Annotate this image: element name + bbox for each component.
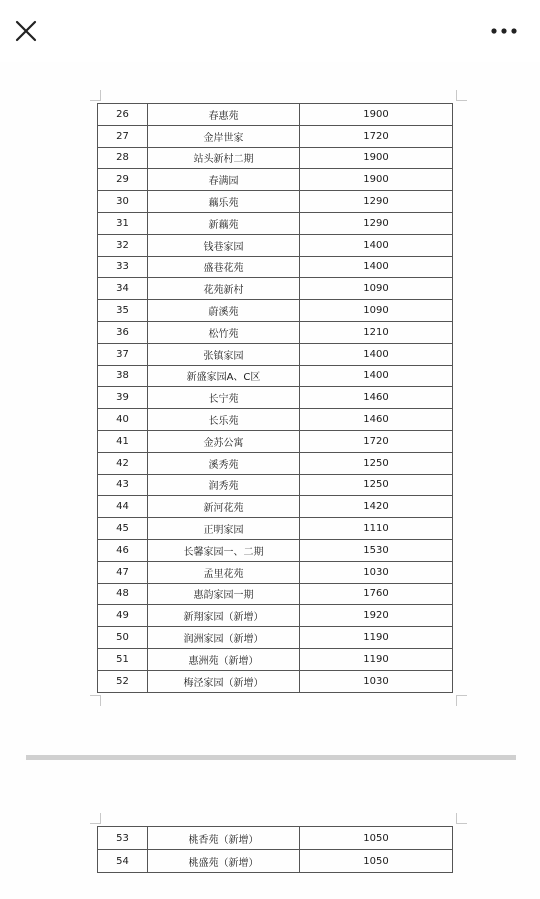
- table-cell-no: 53: [98, 827, 148, 850]
- table-cell-value: 1420: [300, 496, 453, 518]
- table-row: [98, 496, 453, 518]
- table-row: [98, 321, 453, 343]
- table-row: [98, 539, 453, 561]
- table-cell-name: 新翔家园（新增）: [148, 605, 300, 627]
- page-corner-mark: [456, 90, 467, 101]
- table-cell-no: 48: [98, 583, 148, 605]
- table-row: [98, 365, 453, 387]
- table-row: [98, 518, 453, 540]
- page-corner-mark: [90, 90, 101, 101]
- table-cell-value: 1900: [300, 104, 453, 126]
- table-row: [98, 212, 453, 234]
- table-cell-name: 长乐苑: [148, 409, 300, 431]
- data-table-page-1: [97, 103, 453, 693]
- table-cell-name: 润秀苑: [148, 474, 300, 496]
- table-cell-value: 1760: [300, 583, 453, 605]
- data-table-page-2: [97, 826, 453, 873]
- table-cell-no: 47: [98, 561, 148, 583]
- table-cell-value: 1720: [300, 430, 453, 452]
- table-cell-no: 42: [98, 452, 148, 474]
- table-cell-value: 1920: [300, 605, 453, 627]
- table-row: [98, 561, 453, 583]
- table-cell-value: 1720: [300, 125, 453, 147]
- page-corner-mark: [90, 695, 101, 706]
- table-cell-name: 春惠苑: [148, 104, 300, 126]
- table-cell-name: 正明家园: [148, 518, 300, 540]
- table-row: [98, 278, 453, 300]
- table-row: [98, 627, 453, 649]
- table-cell-no: 37: [98, 343, 148, 365]
- table-cell-no: 32: [98, 234, 148, 256]
- table-cell-value: 1090: [300, 278, 453, 300]
- table-cell-no: 40: [98, 409, 148, 431]
- page-separator: [26, 755, 516, 760]
- table-cell-name: 新盛家园A、C区: [148, 365, 300, 387]
- table-cell-no: 36: [98, 321, 148, 343]
- table-row: [98, 648, 453, 670]
- table-cell-value: 1110: [300, 518, 453, 540]
- table-row: [98, 430, 453, 452]
- table-row: [98, 474, 453, 496]
- table-cell-name: 润洲家园（新增）: [148, 627, 300, 649]
- table-cell-name: 春满园: [148, 169, 300, 191]
- table-cell-name: 站头新村二期: [148, 147, 300, 169]
- table-cell-value: 1250: [300, 474, 453, 496]
- table-row: [98, 256, 453, 278]
- table-cell-no: 39: [98, 387, 148, 409]
- table-cell-no: 41: [98, 430, 148, 452]
- table-cell-value: 1900: [300, 147, 453, 169]
- table-cell-name: 梅泾家园（新增）: [148, 670, 300, 692]
- table-cell-value: 1090: [300, 300, 453, 322]
- table-row: [98, 605, 453, 627]
- table-row: [98, 850, 453, 873]
- table-cell-name: 钱巷家园: [148, 234, 300, 256]
- table-row: [98, 300, 453, 322]
- table-cell-name: 新河花苑: [148, 496, 300, 518]
- table-cell-name: 长馨家园一、二期: [148, 539, 300, 561]
- top-toolbar: [0, 0, 540, 62]
- table-row: [98, 125, 453, 147]
- table-cell-no: 52: [98, 670, 148, 692]
- table-cell-name: 张镇家园: [148, 343, 300, 365]
- table-row: [98, 191, 453, 213]
- table-cell-value: 1290: [300, 212, 453, 234]
- table-cell-name: 金岸世家: [148, 125, 300, 147]
- table-cell-name: 惠洲苑（新增）: [148, 648, 300, 670]
- table-row: [98, 169, 453, 191]
- table-cell-value: 1400: [300, 256, 453, 278]
- table-cell-name: 蔚溪苑: [148, 300, 300, 322]
- table-cell-name: 孟里花苑: [148, 561, 300, 583]
- table-cell-name: 溪秀苑: [148, 452, 300, 474]
- table-cell-no: 26: [98, 104, 148, 126]
- table-cell-name: 松竹苑: [148, 321, 300, 343]
- table-cell-value: 1190: [300, 627, 453, 649]
- table-cell-value: 1400: [300, 343, 453, 365]
- table-cell-value: 1460: [300, 409, 453, 431]
- table-cell-value: 1030: [300, 561, 453, 583]
- table-cell-value: 1050: [300, 850, 453, 873]
- close-icon[interactable]: [10, 15, 42, 47]
- table-cell-name: 长宁苑: [148, 387, 300, 409]
- table-cell-no: 54: [98, 850, 148, 873]
- table-cell-value: 1400: [300, 365, 453, 387]
- table-row: [98, 827, 453, 850]
- table-cell-value: 1250: [300, 452, 453, 474]
- table-row: [98, 670, 453, 692]
- table-cell-no: 30: [98, 191, 148, 213]
- table-cell-name: 桃盛苑（新增）: [148, 850, 300, 873]
- table-cell-name: 金苏公寓: [148, 430, 300, 452]
- table-cell-name: 花苑新村: [148, 278, 300, 300]
- table-row: [98, 343, 453, 365]
- table-cell-no: 46: [98, 539, 148, 561]
- page-corner-mark: [456, 695, 467, 706]
- table-cell-name: 新藕苑: [148, 212, 300, 234]
- table-cell-no: 51: [98, 648, 148, 670]
- table-cell-value: 1400: [300, 234, 453, 256]
- table-cell-name: 桃香苑（新增）: [148, 827, 300, 850]
- table-cell-value: 1190: [300, 648, 453, 670]
- table-row: [98, 452, 453, 474]
- table-cell-no: 35: [98, 300, 148, 322]
- table-cell-no: 34: [98, 278, 148, 300]
- table-cell-no: 38: [98, 365, 148, 387]
- table-cell-value: 1210: [300, 321, 453, 343]
- page-corner-mark: [456, 813, 467, 824]
- table-row: [98, 409, 453, 431]
- table-row: [98, 583, 453, 605]
- table-cell-value: 1900: [300, 169, 453, 191]
- table-cell-no: 44: [98, 496, 148, 518]
- table-row: [98, 147, 453, 169]
- table-cell-no: 50: [98, 627, 148, 649]
- table-cell-no: 43: [98, 474, 148, 496]
- table-cell-name: 盛巷花苑: [148, 256, 300, 278]
- table-cell-value: 1530: [300, 539, 453, 561]
- table-cell-value: 1050: [300, 827, 453, 850]
- table-cell-value: 1290: [300, 191, 453, 213]
- table-cell-name: 惠韵家园一期: [148, 583, 300, 605]
- table-row: [98, 104, 453, 126]
- table-row: [98, 387, 453, 409]
- page-corner-mark: [90, 813, 101, 824]
- table-cell-value: 1460: [300, 387, 453, 409]
- table-row: [98, 234, 453, 256]
- table-cell-no: 33: [98, 256, 148, 278]
- table-cell-no: 49: [98, 605, 148, 627]
- table-cell-no: 31: [98, 212, 148, 234]
- table-cell-value: 1030: [300, 670, 453, 692]
- more-dots-icon[interactable]: [486, 18, 522, 44]
- table-cell-name: 藕乐苑: [148, 191, 300, 213]
- table-cell-no: 27: [98, 125, 148, 147]
- table-cell-no: 45: [98, 518, 148, 540]
- table-cell-no: 29: [98, 169, 148, 191]
- table-cell-no: 28: [98, 147, 148, 169]
